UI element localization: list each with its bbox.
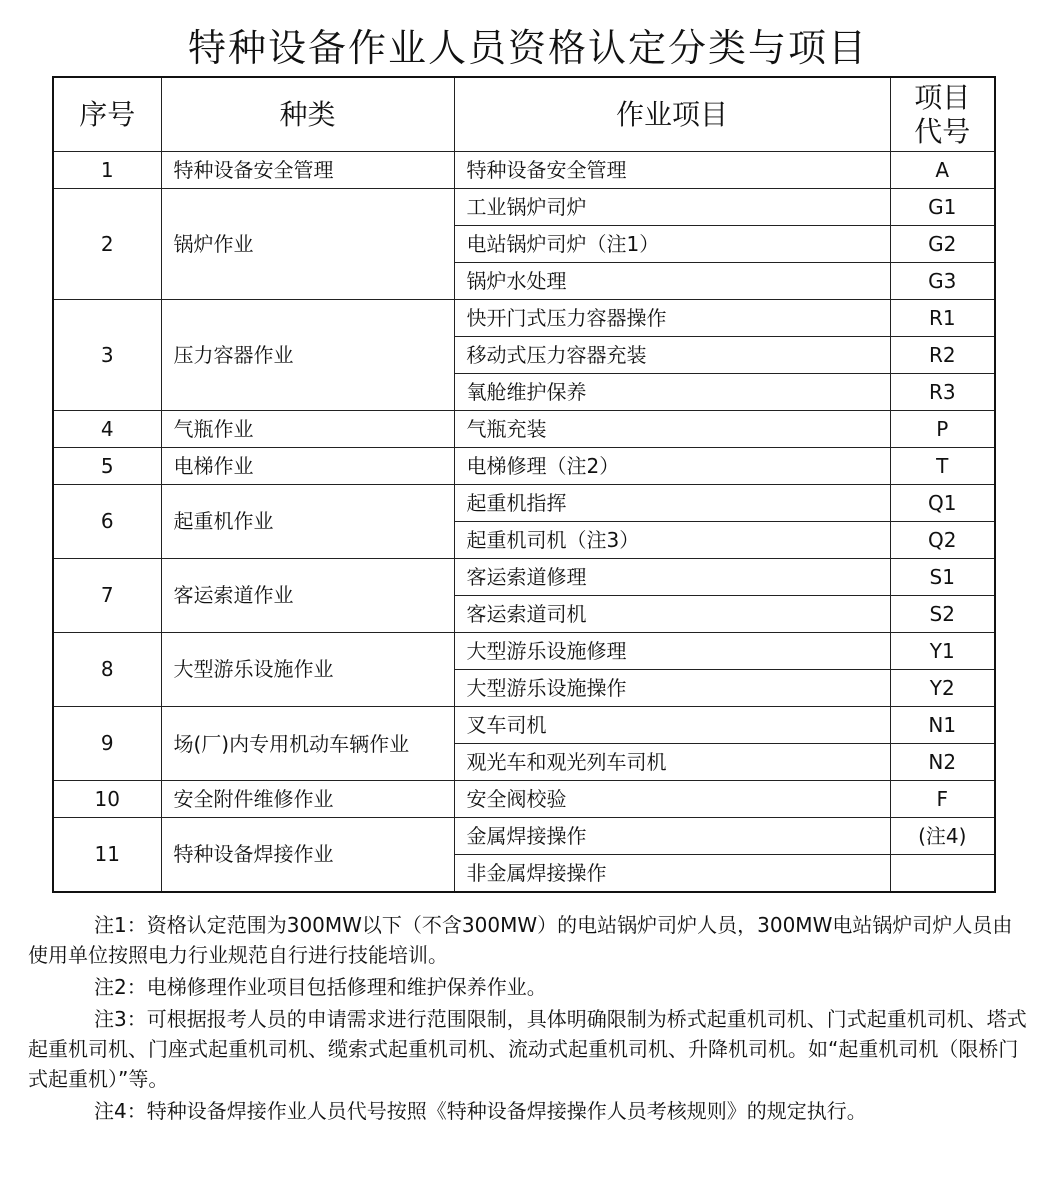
row-code: Q2 [890,522,995,559]
row-item: 电站锅炉司炉（注1） [454,226,890,263]
row-code: (注4) [890,818,995,855]
header-category: 种类 [161,77,454,152]
row-category: 场(厂)内专用机动车辆作业 [161,707,454,781]
row-no: 6 [53,485,161,559]
row-code: Y2 [890,670,995,707]
footnote-1: 注1：资格认定范围为300MW以下（不含300MW）的电站锅炉司炉人员，300MW电站锅炉司炉人员由使用单位按照电力行业规范自行进行技能培训。 [28,913,1013,967]
row-item: 客运索道司机 [454,596,890,633]
row-item: 特种设备安全管理 [454,152,890,189]
row-item: 金属焊接操作 [454,818,890,855]
row-code: N1 [890,707,995,744]
table-row [53,818,995,855]
row-category: 安全附件维修作业 [161,781,454,818]
row-category: 起重机作业 [161,485,454,559]
footnote-2: 注2：电梯修理作业项目包括修理和维护保养作业。 [94,975,547,999]
row-item: 安全阀校验 [454,781,890,818]
table-header-row [53,77,995,152]
row-code: S2 [890,596,995,633]
table-row [53,559,995,596]
row-no: 3 [53,300,161,411]
row-item: 电梯修理（注2） [454,448,890,485]
row-no: 9 [53,707,161,781]
row-category: 气瓶作业 [161,411,454,448]
row-item: 锅炉水处理 [454,263,890,300]
header-item: 作业项目 [454,77,890,152]
row-category: 电梯作业 [161,448,454,485]
row-category: 客运索道作业 [161,559,454,633]
table-row [53,707,995,744]
row-no: 10 [53,781,161,818]
row-code: N2 [890,744,995,781]
footnote-4: 注4：特种设备焊接作业人员代号按照《特种设备焊接操作人员考核规则》的规定执行。 [94,1099,867,1123]
row-code: Q1 [890,485,995,522]
footnote-3: 注3：可根据报考人员的申请需求进行范围限制，具体明确限制为桥式起重机司机、门式起重机司机、塔式起重机司机、门座式起重机司机、缆索式起重机司机、流动式起重机司机、升降机司机。如“起重机司机（限桥门式起重机）”等。 [28,1007,1027,1091]
table-row [53,189,995,226]
row-item: 起重机指挥 [454,485,890,522]
row-code: A [890,152,995,189]
row-code: R2 [890,337,995,374]
row-code: S1 [890,559,995,596]
row-item: 叉车司机 [454,707,890,744]
qualification-table [52,76,996,893]
page-title: 特种设备作业人员资格认定分类与项目 [187,26,868,70]
row-item: 客运索道修理 [454,559,890,596]
row-item: 快开门式压力容器操作 [454,300,890,337]
row-category: 特种设备安全管理 [161,152,454,189]
row-code: P [890,411,995,448]
row-item: 起重机司机（注3） [454,522,890,559]
row-item: 观光车和观光列车司机 [454,744,890,781]
row-item: 氧舱维护保养 [454,374,890,411]
row-no: 4 [53,411,161,448]
row-item: 气瓶充装 [454,411,890,448]
table-row [53,448,995,485]
row-code [890,855,995,893]
header-code: 项目代号 [890,77,995,152]
row-code: G3 [890,263,995,300]
row-category: 压力容器作业 [161,300,454,411]
table-row [53,152,995,189]
row-no: 7 [53,559,161,633]
row-no: 1 [53,152,161,189]
row-no: 2 [53,189,161,300]
table-row [53,633,995,670]
row-no: 5 [53,448,161,485]
header-no: 序号 [53,77,161,152]
row-no: 11 [53,818,161,893]
row-code: Y1 [890,633,995,670]
footnotes [28,910,1028,1128]
row-code: F [890,781,995,818]
table-row [53,300,995,337]
row-item: 工业锅炉司炉 [454,189,890,226]
row-code: G1 [890,189,995,226]
row-item: 移动式压力容器充装 [454,337,890,374]
row-category: 特种设备焊接作业 [161,818,454,893]
table-row [53,411,995,448]
row-item: 大型游乐设施修理 [454,633,890,670]
row-no: 8 [53,633,161,707]
table-row [53,485,995,522]
row-item: 非金属焊接操作 [454,855,890,893]
row-code: G2 [890,226,995,263]
table-row [53,781,995,818]
row-code: R1 [890,300,995,337]
row-category: 锅炉作业 [161,189,454,300]
row-code: R3 [890,374,995,411]
row-category: 大型游乐设施作业 [161,633,454,707]
row-code: T [890,448,995,485]
row-item: 大型游乐设施操作 [454,670,890,707]
